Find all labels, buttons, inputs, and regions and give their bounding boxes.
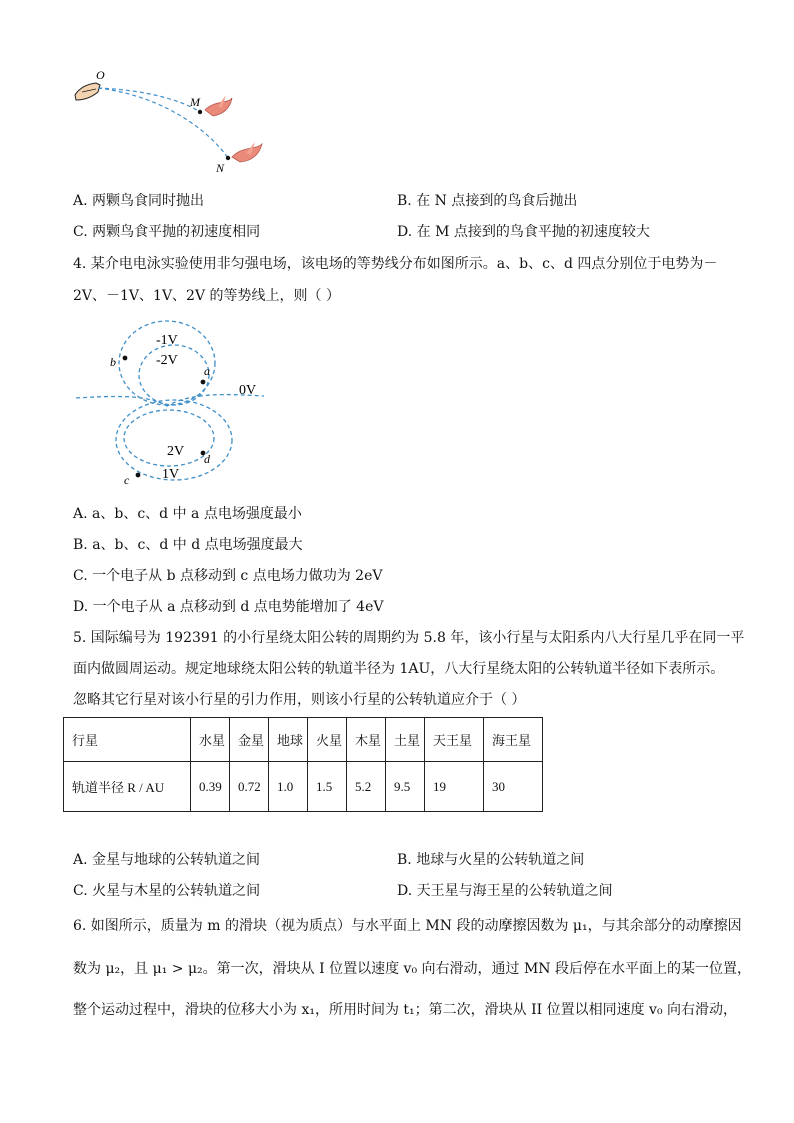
table-cell: 海王星 — [484, 718, 543, 762]
label-1v: 1V — [162, 467, 180, 482]
q3-option-c: C. 两颗鸟食平抛的初速度相同 — [73, 224, 261, 240]
q4-option-d: D. 一个电子从 a 点移动到 d 点电势能增加了 4eV — [73, 599, 384, 615]
q5-stem-line2: 面内做圆周运动。规定地球绕太阳公转的轨道半径为 1AU，八大行星绕太阳的公转轨道半径如下表所示。 — [73, 661, 725, 677]
table-cell: 5.2 — [347, 762, 386, 812]
table-cell: 30 — [484, 762, 543, 812]
point-a — [201, 380, 206, 385]
label-m: M — [190, 95, 200, 109]
q5-option-d: D. 天王星与海王星的公转轨道之间 — [397, 883, 613, 899]
q5-option-c: C. 火星与木星的公转轨道之间 — [73, 883, 261, 899]
q4-stem-line2: 2V、－1V、1V、2V 的等势线上，则（ ） — [73, 288, 340, 304]
label-0v: 0V — [239, 383, 257, 398]
label-minus-1v: -1V — [156, 333, 178, 348]
q5-option-a: A. 金星与地球的公转轨道之间 — [73, 852, 261, 868]
table-cell: 1.0 — [269, 762, 308, 812]
label-a: a — [204, 364, 210, 378]
bird-icon — [232, 142, 262, 162]
table-row — [64, 762, 543, 812]
q6-stem-line3: 整个运动过程中，滑块的位移大小为 x₁，所用时间为 t₁；第二次，滑块从 II 位置以相同速度 v₀ 向右滑动， — [73, 1002, 738, 1018]
q5-option-b: B. 地球与火星的公转轨道之间 — [397, 852, 585, 868]
table-cell: 0.39 — [191, 762, 230, 812]
q5-stem-line3: 忽略其它行星对该小行星的引力作用，则该小行星的公转轨道应介于（ ） — [73, 692, 526, 708]
label-o: O — [96, 68, 105, 82]
point-c — [136, 473, 141, 478]
table-cell: 水星 — [191, 718, 230, 762]
equipotential-0v — [76, 395, 264, 406]
table-header-row — [64, 718, 543, 762]
label-n: N — [216, 161, 225, 175]
hand-icon — [75, 83, 100, 100]
table-cell: 0.72 — [230, 762, 269, 812]
planet-orbit-table — [63, 717, 543, 812]
table-cell: 19 — [425, 762, 484, 812]
point-m — [198, 110, 202, 114]
bird-icon — [205, 95, 232, 116]
q3-option-d: D. 在 M 点接到的鸟食平抛的初速度较大 — [397, 224, 650, 240]
trajectory-n — [98, 88, 228, 158]
q4-option-a: A. a、b、c、d 中 a 点电场强度最小 — [73, 506, 302, 522]
table-cell: 1.5 — [308, 762, 347, 812]
q3-option-a: A. 两颗鸟食同时抛出 — [73, 193, 205, 209]
table-cell: 火星 — [308, 718, 347, 762]
table-cell: 天王星 — [425, 718, 484, 762]
table-cell: 土星 — [386, 718, 425, 762]
q5-stem-line1: 5. 国际编号为 192391 的小行星绕太阳公转的周期约为 5.8 年，该小行星与太阳系内八大行星几乎在同一平 — [73, 630, 745, 646]
q6-stem-line1: 6. 如图所示，质量为 m 的滑块（视为质点）与水平面上 MN 段的动摩擦因数为 μ₁，与其余部分的动摩擦因 — [73, 918, 742, 934]
table-cell: 金星 — [230, 718, 269, 762]
point-b — [123, 356, 128, 361]
q4-option-b: B. a、b、c、d 中 d 点电场强度最大 — [73, 537, 303, 553]
table-cell: 轨道半径 R / AU — [64, 762, 191, 812]
table-cell: 地球 — [269, 718, 308, 762]
q4-option-c: C. 一个电子从 b 点移动到 c 点电场力做功为 2eV — [73, 568, 383, 584]
table-cell: 木星 — [347, 718, 386, 762]
table-cell: 行星 — [64, 718, 191, 762]
label-minus-2v: -2V — [156, 353, 178, 368]
table-cell: 9.5 — [386, 762, 425, 812]
point-n — [226, 156, 230, 160]
label-b: b — [110, 355, 116, 369]
label-d: d — [204, 452, 210, 466]
equipotential-figure — [72, 318, 272, 488]
label-2v: 2V — [167, 444, 185, 459]
label-c: c — [124, 473, 130, 487]
projectile-figure — [70, 62, 270, 180]
q6-stem-line2: 数为 μ₂，且 μ₁ > μ₂。第一次，滑块从 I 位置以速度 v₀ 向右滑动，通过 MN 段后停在水平面上的某一位置， — [73, 961, 751, 977]
q3-option-b: B. 在 N 点接到的鸟食后抛出 — [397, 193, 578, 209]
q4-stem-line1: 4. 某介电电泳实验使用非匀强电场，该电场的等势线分布如图所示。a、b、c、d 四点分别位于电势为－ — [73, 256, 718, 272]
